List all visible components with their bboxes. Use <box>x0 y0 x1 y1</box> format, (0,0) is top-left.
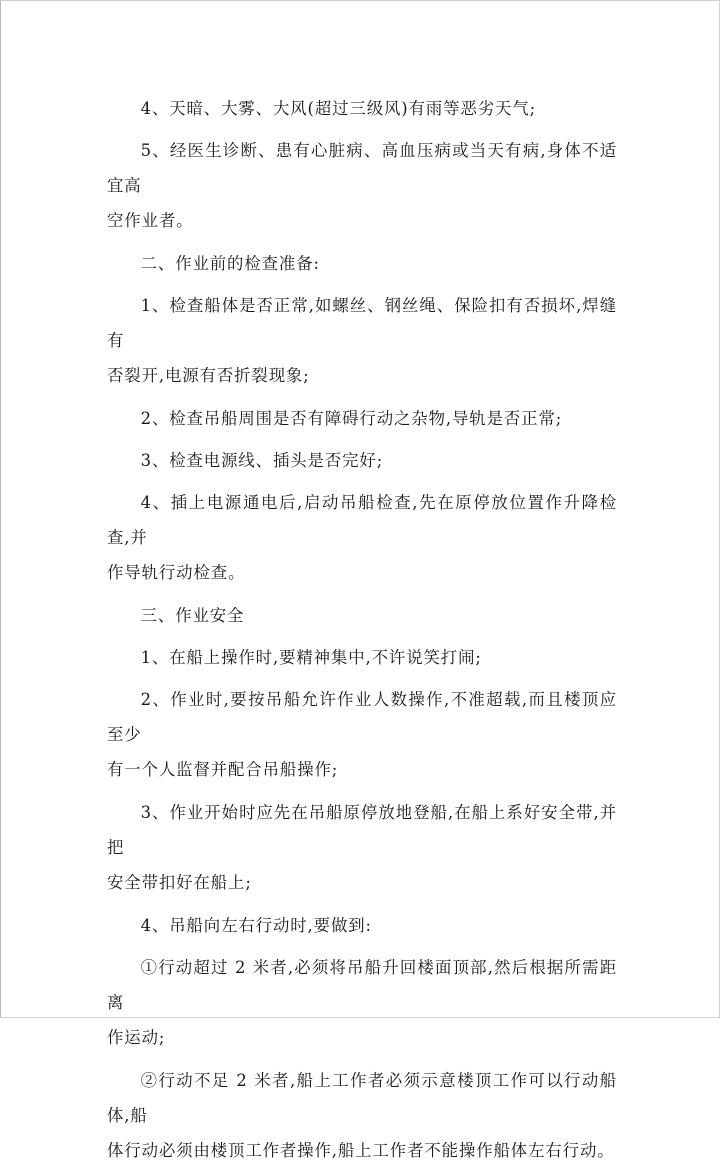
text-line: 空作业者。 <box>107 211 194 230</box>
section-heading-safety <box>107 598 617 633</box>
text-line: 作导轨行动检查。 <box>107 563 246 582</box>
text-line: ①行动超过 2 米者,必须将吊船升回楼面顶部,然后根据所需距离 <box>107 958 617 1012</box>
paragraph-weather-condition <box>107 91 617 126</box>
text-line: 安全带扣好在船上; <box>107 873 252 892</box>
paragraph-check-hull <box>107 288 617 393</box>
text-line: 3、作业开始时应先在吊船原停放地登船,在船上系好安全带,并把 <box>107 803 617 857</box>
paragraph-boarding <box>107 795 617 900</box>
paragraph-capacity <box>107 682 617 787</box>
text-line: 4、插上电源通电后,启动吊船检查,先在原停放位置作升降检查,并 <box>107 493 617 547</box>
text-line: 4、吊船向左右行动时,要做到: <box>140 916 372 935</box>
text-line: 体行动必须由楼顶工作者操作,船上工作者不能操作船体左右行动。 <box>107 1141 615 1160</box>
paragraph-health-condition <box>107 133 617 238</box>
paragraph-focus <box>107 640 617 675</box>
text-line: 有一个人监督并配合吊船操作; <box>107 760 339 779</box>
text-line: 4、天暗、大雾、大风(超过三级风)有雨等恶劣天气; <box>140 99 537 118</box>
section-heading-pre-check <box>107 246 617 281</box>
text-line: 1、检查船体是否正常,如螺丝、钢丝绳、保险扣有否损坏,焊缝有 <box>107 296 617 350</box>
paragraph-check-power <box>107 443 617 478</box>
paragraph-lateral-move <box>107 908 617 943</box>
text-line: 否裂开,电源有否折裂现象; <box>107 366 310 385</box>
paragraph-check-surroundings <box>107 401 617 436</box>
text-line: 3、检查电源线、插头是否完好; <box>140 451 384 470</box>
text-line: 2、检查吊船周围是否有障碍行动之杂物,导轨是否正常; <box>140 409 563 428</box>
paragraph-move-under-2m <box>107 1063 617 1168</box>
heading-text: 三、作业安全 <box>140 606 245 625</box>
text-line: 5、经医生诊断、患有心脏病、高血压病或当天有病,身体不适宜高 <box>107 141 617 195</box>
text-line: 1、在船上操作时,要精神集中,不许说笑打闹; <box>140 648 482 667</box>
document-body <box>107 91 617 1176</box>
text-line: 2、作业时,要按吊船允许作业人数操作,不准超载,而且楼顶应至少 <box>107 690 617 744</box>
heading-text: 二、作业前的检查准备: <box>140 254 320 273</box>
paragraph-move-over-2m <box>107 950 617 1055</box>
paragraph-power-test <box>107 485 617 590</box>
text-line: 作运动; <box>107 1028 166 1047</box>
text-line: ②行动不足 2 米者,船上工作者必须示意楼顶工作可以行动船体,船 <box>107 1071 617 1125</box>
